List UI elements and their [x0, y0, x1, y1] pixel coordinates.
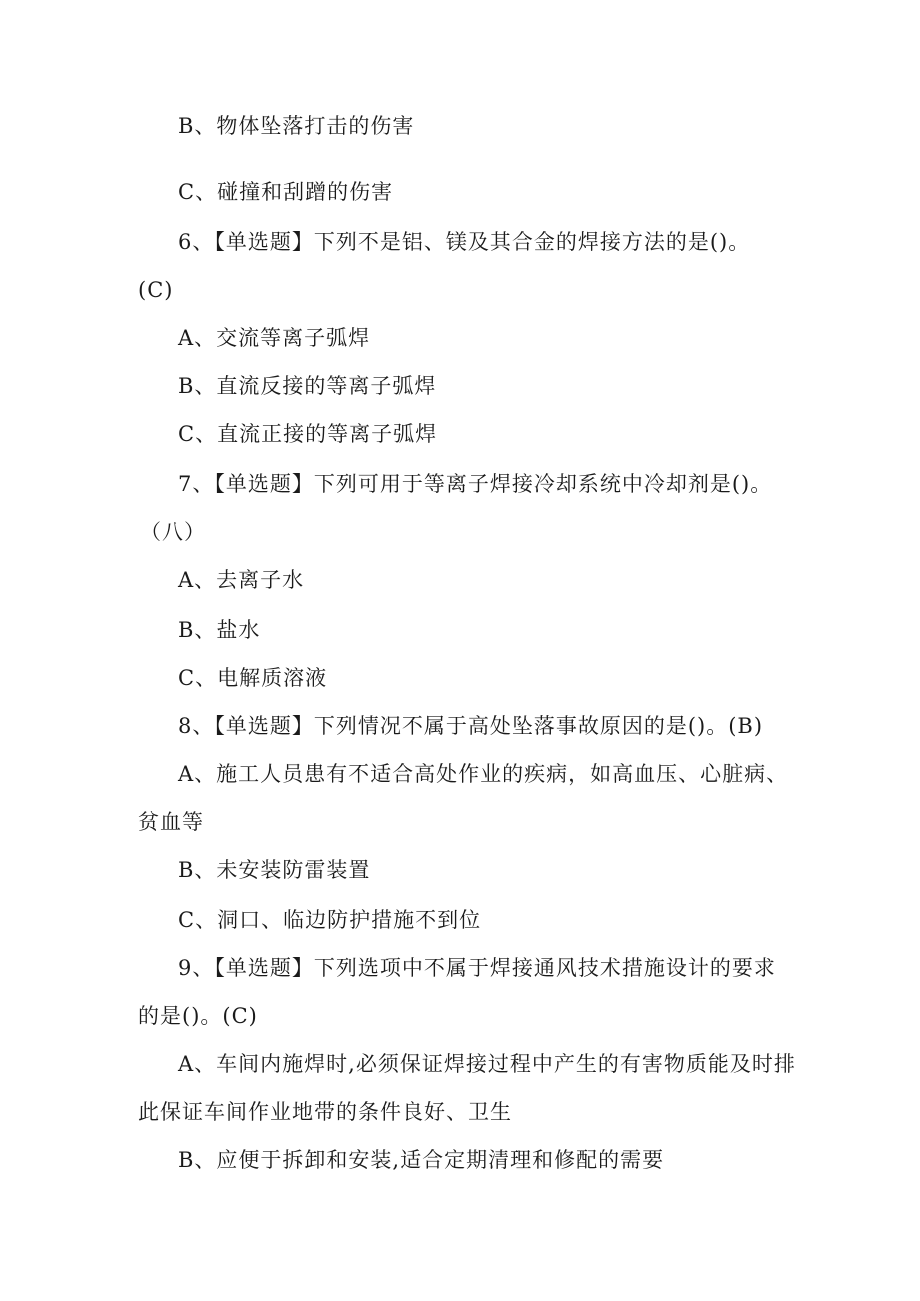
option-7c: C、电解质溶液: [178, 666, 328, 690]
question-7: 7、【单选题】下列可用于等离子焊接冷却系统中冷却剂是()。: [178, 472, 773, 496]
option-9a: A、车间内施焊时,必须保证焊接过程中产生的有害物质能及时排: [178, 1052, 796, 1076]
option-5c: C、碰撞和刮蹭的伤害: [178, 180, 394, 204]
option-6a: A、交流等离子弧焊: [178, 326, 371, 350]
answer-7: （八）: [140, 520, 206, 544]
option-6c: C、直流正接的等离子弧焊: [178, 422, 438, 446]
option-5b: B、物体坠落打击的伤害: [178, 114, 415, 138]
answer-6: (C): [138, 278, 174, 302]
option-9a-continued: 此保证车间作业地带的条件良好、卫生: [138, 1100, 512, 1124]
option-8a: A、施工人员患有不适合高处作业的疾病，如高血压、心脏病、: [178, 762, 789, 786]
option-8a-continued: 贫血等: [138, 810, 204, 834]
question-8: 8、【单选题】下列情况不属于高处坠落事故原因的是()。(B): [178, 714, 764, 738]
question-9-continued: 的是()。(C): [138, 1004, 258, 1028]
option-7a: A、去离子水: [178, 568, 305, 592]
option-7b: B、盐水: [178, 618, 261, 642]
option-6b: B、直流反接的等离子弧焊: [178, 374, 437, 398]
question-9: 9、【单选题】下列选项中不属于焊接通风技术措施设计的要求: [178, 956, 776, 980]
option-8c: C、洞口、临边防护措施不到位: [178, 908, 482, 932]
option-9b: B、应便于拆卸和安装,适合定期清理和修配的需要: [178, 1148, 665, 1172]
question-6: 6、【单选题】下列不是铝、镁及其合金的焊接方法的是()。: [178, 230, 751, 254]
option-8b: B、未安装防雷装置: [178, 858, 371, 882]
